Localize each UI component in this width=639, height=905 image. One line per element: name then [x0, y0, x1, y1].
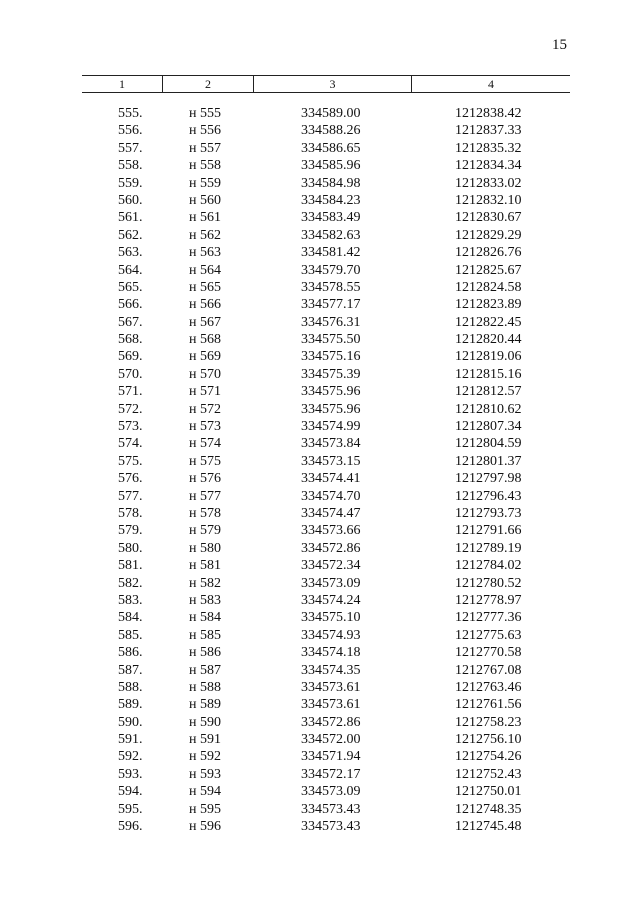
point-name: н 555	[189, 106, 221, 121]
coord-y: 1212837.33	[455, 123, 522, 139]
coord-y: 1212801.37	[455, 453, 522, 469]
coord-x: 334574.47	[301, 505, 361, 521]
row-index: 588.	[118, 679, 143, 695]
coord-x: 334573.66	[301, 523, 361, 539]
coord-x: 334584.23	[301, 192, 361, 208]
table-row	[82, 505, 570, 522]
coord-x: 334574.70	[301, 488, 361, 504]
coord-x: 334573.43	[301, 819, 361, 835]
coord-x: 334574.99	[301, 419, 361, 435]
row-index: 575.	[118, 453, 143, 469]
table-row	[82, 696, 570, 713]
coord-y: 1212822.45	[455, 314, 522, 330]
coord-x: 334579.70	[301, 262, 361, 278]
table-row	[82, 766, 570, 783]
point-name: н 595	[189, 801, 221, 817]
point-name: н 565	[189, 279, 221, 295]
row-index: 578.	[118, 505, 143, 521]
point-name: н 584	[189, 610, 221, 626]
table-row	[82, 175, 570, 192]
coord-y: 1212763.46	[455, 679, 522, 695]
point-name: н 593	[189, 766, 221, 782]
row-index: 579.	[118, 523, 143, 539]
coord-y: 1212835.32	[455, 140, 522, 156]
row-index: 568.	[118, 332, 143, 348]
coord-x: 334574.24	[301, 592, 361, 608]
row-index: 581.	[118, 558, 143, 574]
row-index: 590.	[118, 714, 143, 730]
row-index: 585.	[118, 627, 143, 643]
coord-y: 1212761.56	[455, 697, 522, 713]
table-row	[82, 348, 570, 365]
row-index: 596.	[118, 819, 143, 835]
table-row	[82, 122, 570, 139]
point-name: н 594	[189, 784, 221, 800]
table-row	[82, 244, 570, 261]
table-row	[82, 227, 570, 244]
point-name: н 578	[189, 505, 221, 521]
point-name: н 585	[189, 627, 221, 643]
coord-y: 1212758.23	[455, 714, 522, 730]
table-row	[82, 783, 570, 800]
table-row	[82, 366, 570, 383]
coord-y: 1212784.02	[455, 558, 522, 574]
row-index: 560.	[118, 192, 143, 208]
coord-y: 1212804.59	[455, 436, 522, 452]
point-name: н 556	[189, 123, 221, 139]
row-index: 564.	[118, 262, 143, 278]
coord-x: 334573.61	[301, 679, 361, 695]
row-index: 563.	[118, 245, 143, 261]
point-name: н 596	[189, 819, 221, 835]
table-row	[82, 453, 570, 470]
point-name: н 592	[189, 749, 221, 765]
header-col-2: 2	[163, 76, 254, 92]
row-index: 566.	[118, 297, 143, 313]
point-name: н 586	[189, 645, 221, 661]
coord-x: 334573.15	[301, 453, 361, 469]
coord-y: 1212819.06	[455, 349, 522, 365]
table-row	[82, 592, 570, 609]
table-row	[82, 418, 570, 435]
coord-y: 1212830.67	[455, 210, 522, 226]
coord-y: 1212832.10	[455, 192, 522, 208]
coord-y: 1212778.97	[455, 592, 522, 608]
table-row	[82, 714, 570, 731]
row-index: 586.	[118, 645, 143, 661]
table-row	[82, 296, 570, 313]
table-row	[82, 279, 570, 296]
table-row	[82, 331, 570, 348]
coord-x: 334572.86	[301, 714, 361, 730]
table-row	[82, 731, 570, 748]
table-row	[82, 609, 570, 626]
table-row	[82, 679, 570, 696]
point-name: н 559	[189, 175, 221, 191]
table-row	[82, 383, 570, 400]
coord-x: 334574.41	[301, 471, 361, 487]
coord-y: 1212825.67	[455, 262, 522, 278]
row-index: 593.	[118, 766, 143, 782]
coord-y: 1212745.48	[455, 819, 522, 835]
table-row	[82, 627, 570, 644]
coord-y: 1212797.98	[455, 471, 522, 487]
coord-x: 334572.17	[301, 766, 361, 782]
coord-x: 334573.84	[301, 436, 361, 452]
coord-y: 1212756.10	[455, 732, 522, 748]
coord-x: 334585.96	[301, 158, 361, 174]
coord-y: 1212793.73	[455, 505, 522, 521]
point-name: н 560	[189, 192, 221, 208]
table-row	[82, 314, 570, 331]
row-index: 573.	[118, 419, 143, 435]
row-index: 557.	[118, 140, 143, 156]
row-index: 591.	[118, 732, 143, 748]
coord-y: 1212775.63	[455, 627, 522, 643]
point-name: н 564	[189, 262, 221, 278]
table-row	[82, 192, 570, 209]
coord-y: 1212823.89	[455, 297, 522, 313]
table-row	[82, 644, 570, 661]
row-index: 558.	[118, 158, 143, 174]
coord-x: 334575.39	[301, 366, 361, 382]
table-row	[82, 105, 570, 122]
point-name: н 569	[189, 349, 221, 365]
coord-y: 1212838.42	[455, 106, 522, 121]
point-name: н 573	[189, 419, 221, 435]
coord-x: 334573.43	[301, 801, 361, 817]
table-row	[82, 262, 570, 279]
table-row	[82, 522, 570, 539]
coord-x: 334572.86	[301, 540, 361, 556]
coord-x: 334574.93	[301, 627, 361, 643]
coord-y: 1212780.52	[455, 575, 522, 591]
point-name: н 589	[189, 697, 221, 713]
header-col-3: 3	[254, 76, 412, 92]
page-number: 15	[552, 37, 567, 53]
row-index: 583.	[118, 592, 143, 608]
point-name: н 590	[189, 714, 221, 730]
point-name: н 571	[189, 384, 221, 400]
point-name: н 583	[189, 592, 221, 608]
row-index: 582.	[118, 575, 143, 591]
coord-x: 334572.00	[301, 732, 361, 748]
coord-y: 1212767.08	[455, 662, 522, 678]
point-name: н 577	[189, 488, 221, 504]
point-name: н 580	[189, 540, 221, 556]
coord-x: 334571.94	[301, 749, 361, 765]
table-row	[82, 209, 570, 226]
table-row	[82, 818, 570, 835]
table-row	[82, 157, 570, 174]
row-index: 559.	[118, 175, 143, 191]
row-index: 571.	[118, 384, 143, 400]
row-index: 574.	[118, 436, 143, 452]
point-name: н 587	[189, 662, 221, 678]
coord-x: 334586.65	[301, 140, 361, 156]
point-name: н 557	[189, 140, 221, 156]
coord-y: 1212810.62	[455, 401, 522, 417]
coord-y: 1212770.58	[455, 645, 522, 661]
point-name: н 572	[189, 401, 221, 417]
row-index: 594.	[118, 784, 143, 800]
row-index: 577.	[118, 488, 143, 504]
point-name: н 568	[189, 332, 221, 348]
coord-y: 1212789.19	[455, 540, 522, 556]
coord-x: 334574.35	[301, 662, 361, 678]
point-name: н 570	[189, 366, 221, 382]
coord-y: 1212796.43	[455, 488, 522, 504]
coord-y: 1212815.16	[455, 366, 522, 382]
row-index: 562.	[118, 227, 143, 243]
table-row	[82, 575, 570, 592]
point-name: н 574	[189, 436, 221, 452]
coord-x: 334588.26	[301, 123, 361, 139]
table-row	[82, 488, 570, 505]
row-index: 567.	[118, 314, 143, 330]
coord-x: 334575.96	[301, 384, 361, 400]
coord-y: 1212812.57	[455, 384, 522, 400]
coord-x: 334574.18	[301, 645, 361, 661]
coord-x: 334589.00	[301, 106, 361, 121]
coord-x: 334575.96	[301, 401, 361, 417]
row-index: 570.	[118, 366, 143, 382]
row-index: 587.	[118, 662, 143, 678]
coord-y: 1212777.36	[455, 610, 522, 626]
point-name: н 576	[189, 471, 221, 487]
coord-x: 334573.61	[301, 697, 361, 713]
table-row	[82, 540, 570, 557]
coord-x: 334575.10	[301, 610, 361, 626]
coord-y: 1212824.58	[455, 279, 522, 295]
coord-x: 334576.31	[301, 314, 361, 330]
table-row	[82, 401, 570, 418]
coord-y: 1212829.29	[455, 227, 522, 243]
point-name: н 563	[189, 245, 221, 261]
table-header	[82, 75, 570, 93]
header-col-1: 1	[82, 76, 163, 92]
coord-x: 334583.49	[301, 210, 361, 226]
point-name: н 558	[189, 158, 221, 174]
point-name: н 588	[189, 679, 221, 695]
coord-x: 334575.50	[301, 332, 361, 348]
table-body	[82, 105, 570, 835]
point-name: н 566	[189, 297, 221, 313]
coord-y: 1212834.34	[455, 158, 522, 174]
row-index: 569.	[118, 349, 143, 365]
coord-y: 1212752.43	[455, 766, 522, 782]
coord-x: 334575.16	[301, 349, 361, 365]
point-name: н 561	[189, 210, 221, 226]
coord-y: 1212791.66	[455, 523, 522, 539]
coord-y: 1212807.34	[455, 419, 522, 435]
row-index: 580.	[118, 540, 143, 556]
point-name: н 582	[189, 575, 221, 591]
coord-y: 1212820.44	[455, 332, 522, 348]
coord-x: 334577.17	[301, 297, 361, 313]
coord-x: 334584.98	[301, 175, 361, 191]
coord-y: 1212748.35	[455, 801, 522, 817]
coord-x: 334581.42	[301, 245, 361, 261]
table-row	[82, 662, 570, 679]
row-index: 595.	[118, 801, 143, 817]
point-name: н 567	[189, 314, 221, 330]
row-index: 572.	[118, 401, 143, 417]
row-index: 589.	[118, 697, 143, 713]
point-name: н 581	[189, 558, 221, 574]
table-row	[82, 435, 570, 452]
coord-x: 334572.34	[301, 558, 361, 574]
point-name: н 575	[189, 453, 221, 469]
coord-y: 1212750.01	[455, 784, 522, 800]
point-name: н 562	[189, 227, 221, 243]
row-index: 565.	[118, 279, 143, 295]
table-row	[82, 140, 570, 157]
table-row	[82, 801, 570, 818]
table-row	[82, 557, 570, 574]
table-row	[82, 470, 570, 487]
row-index: 555.	[118, 106, 143, 121]
point-name: н 591	[189, 732, 221, 748]
coord-y: 1212826.76	[455, 245, 522, 261]
point-name: н 579	[189, 523, 221, 539]
row-index: 584.	[118, 610, 143, 626]
row-index: 561.	[118, 210, 143, 226]
coord-x: 334573.09	[301, 784, 361, 800]
row-index: 556.	[118, 123, 143, 139]
coord-x: 334573.09	[301, 575, 361, 591]
coord-y: 1212833.02	[455, 175, 522, 191]
header-col-4: 4	[488, 77, 494, 91]
coord-y: 1212754.26	[455, 749, 522, 765]
coord-x: 334578.55	[301, 279, 361, 295]
table-row	[82, 748, 570, 765]
row-index: 592.	[118, 749, 143, 765]
row-index: 576.	[118, 471, 143, 487]
coord-x: 334582.63	[301, 227, 361, 243]
